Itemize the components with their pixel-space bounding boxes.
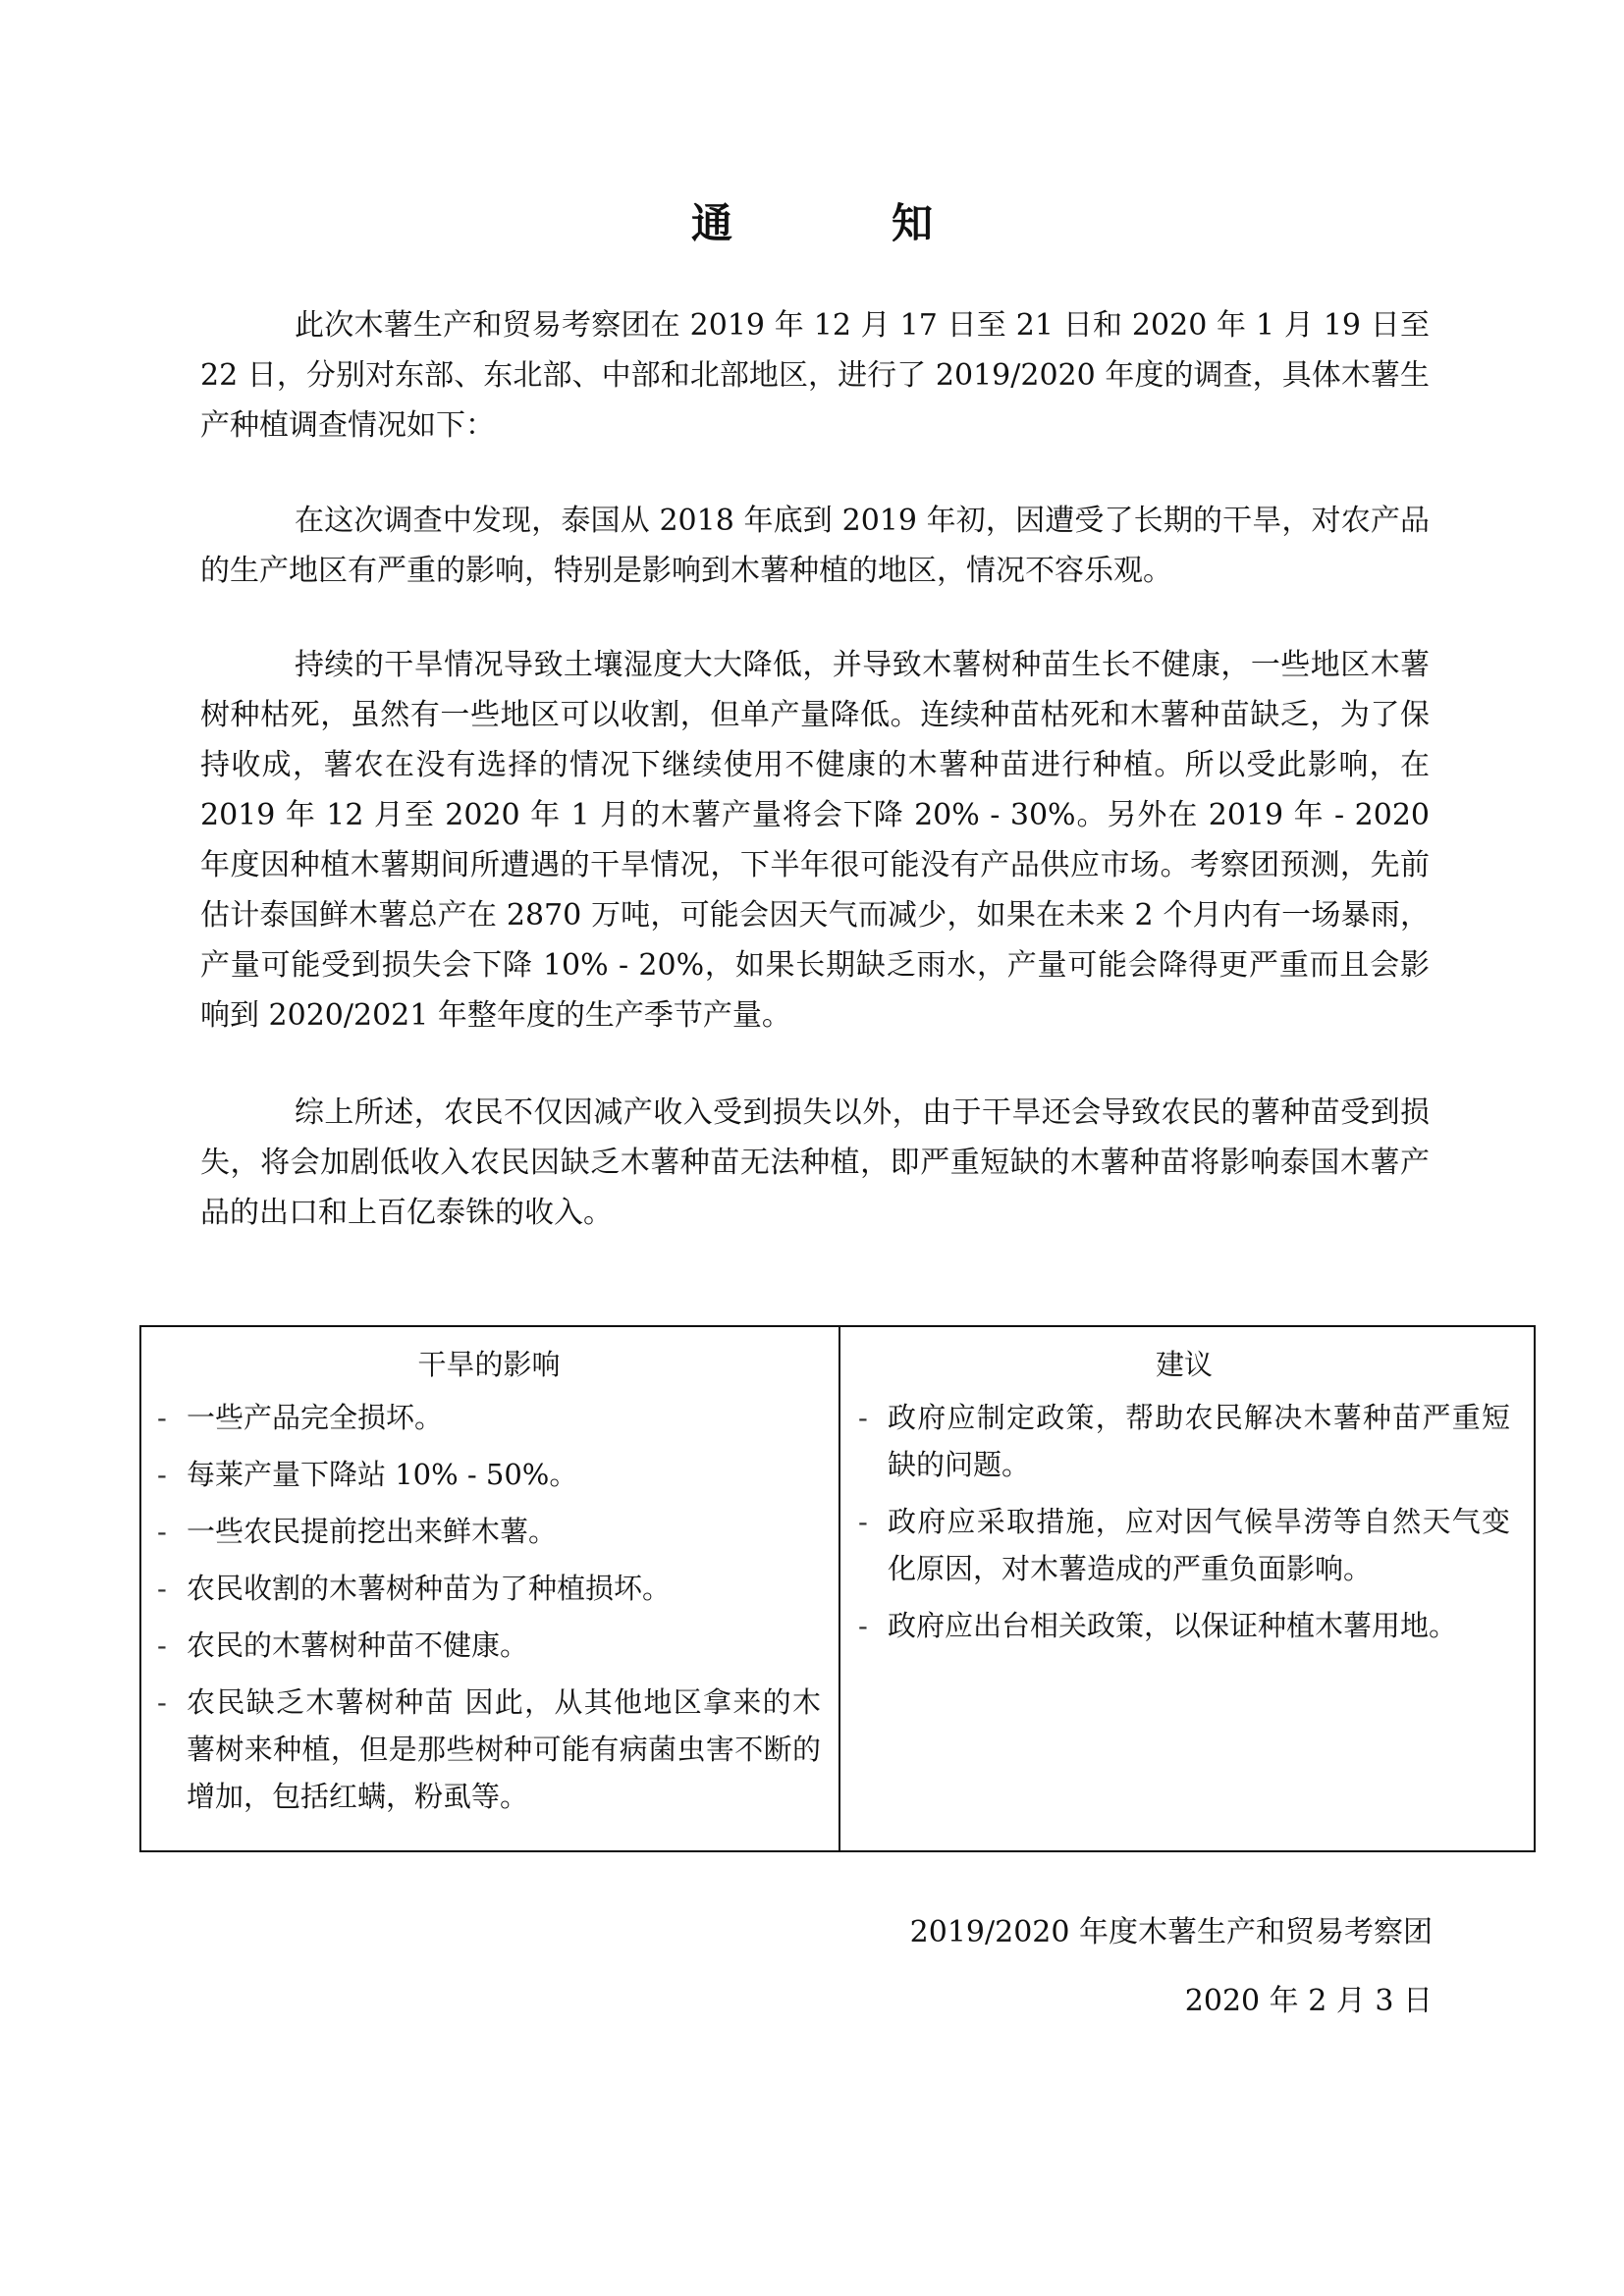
impact-item-text: 一些产品完全损坏。: [187, 1401, 444, 1434]
signature-organization: 2019/2020 年度木薯生产和贸易考察团: [909, 1915, 1433, 1949]
impact-column: [141, 1327, 840, 1850]
signature-date: 2020 年 2 月 3 日: [1184, 1984, 1433, 2018]
impact-column-header: 干旱的影响: [417, 1348, 561, 1381]
bullet-dash: -: [157, 1572, 167, 1605]
impact-item-text: 每莱产量下降站 10% - 50%。: [187, 1458, 578, 1491]
suggestion-item-text: 政府应采取措施，应对因气候旱涝等自然天气变化原因，对木薯造成的严重负面影响。: [888, 1505, 1510, 1585]
paragraph-summary: 综上所述，农民不仅因减产收入受到损失以外，由于干旱还会导致农民的薯种苗受到损失，将会加剧低收入农民因缺乏木薯种苗无法种植，即严重短缺的木薯种苗将影响泰国木薯产品的出口和上百亿泰铢的收入。: [200, 1095, 1430, 1230]
bullet-dash: -: [157, 1629, 167, 1662]
impact-item-text: 农民的木薯树种苗不健康。: [187, 1629, 529, 1662]
paragraph-intro: 此次木薯生产和贸易考察团在 2019 年 12 月 17 日至 21 日和 2020 年 1 月 19 日至 22 日，分别对东部、东北部、中部和北部地区，进行了 2019/2020 年度的调查，具体木薯生产种植调查情况如下：: [200, 308, 1430, 443]
bullet-dash: -: [157, 1515, 167, 1548]
suggestion-item-text: 政府应制定政策，帮助农民解决木薯种苗严重短缺的问题。: [888, 1401, 1510, 1481]
suggestion-item: [858, 1498, 1510, 1592]
impact-item-text: 一些农民提前挖出来鲜木薯。: [187, 1515, 558, 1548]
impact-item: [157, 1508, 821, 1555]
impact-suggestion-table: [139, 1325, 1536, 1852]
paragraph-findings: 在这次调查中发现，泰国从 2018 年底到 2019 年初，因遭受了长期的干旱，对农产品的生产地区有严重的影响，特别是影响到木薯种植的地区，情况不容乐观。: [200, 504, 1430, 588]
bullet-dash: -: [157, 1458, 167, 1491]
suggestion-item: [858, 1394, 1510, 1488]
impact-item-text: 农民收割的木薯树种苗为了种植损坏。: [187, 1572, 672, 1605]
bullet-dash: -: [157, 1401, 167, 1434]
impact-item: [157, 1451, 821, 1498]
suggestion-item: [858, 1602, 1510, 1649]
bullet-dash: -: [858, 1401, 868, 1434]
paragraph-details: 持续的干旱情况导致土壤湿度大大降低，并导致木薯树种苗生长不健康，一些地区木薯树种枯死，虽然有一些地区可以收割，但单产量降低。连续种苗枯死和木薯种苗缺乏，为了保持收成，薯农在没有选择的情况下继续使用不健康的木薯种苗进行种植。所以受此影响，在 2019 年 12 月至 2020 年 1 月的木薯产量将会下降 20% - 30%。另外在 2019 年 - 2020 年度因种植木薯期间所遭遇的干旱情况，下半年很可能没有产品供应市场。考察团预测，先前估计泰国鲜木薯总产在 2870 万吨，可能会因天气而减少，如果在未来 2 个月内有一场暴雨，产量可能受到损失会下降 10% - 20%，如果长期缺乏雨水，产量可能会降得更严重而且会影响到 2020/2021 年整年度的生产季节产量。: [200, 648, 1430, 1033]
bullet-dash: -: [858, 1609, 868, 1642]
impact-item-text: 农民缺乏木薯树种苗 因此，从其他地区拿来的木薯树来种植，但是那些树种可能有病菌虫害不断的增加，包括红螨，粉虱等。: [187, 1685, 821, 1813]
impact-item: [157, 1565, 821, 1612]
impact-item: [157, 1622, 821, 1669]
suggestion-column: [840, 1327, 1534, 1850]
bullet-dash: -: [858, 1505, 868, 1538]
suggestion-column-header: 建议: [1155, 1348, 1213, 1381]
bullet-dash: -: [157, 1685, 167, 1719]
page-title: 通 知: [690, 199, 992, 247]
impact-item: [157, 1679, 821, 1820]
suggestion-item-text: 政府应出台相关政策，以保证种植木薯用地。: [888, 1609, 1458, 1642]
impact-item: [157, 1394, 821, 1441]
